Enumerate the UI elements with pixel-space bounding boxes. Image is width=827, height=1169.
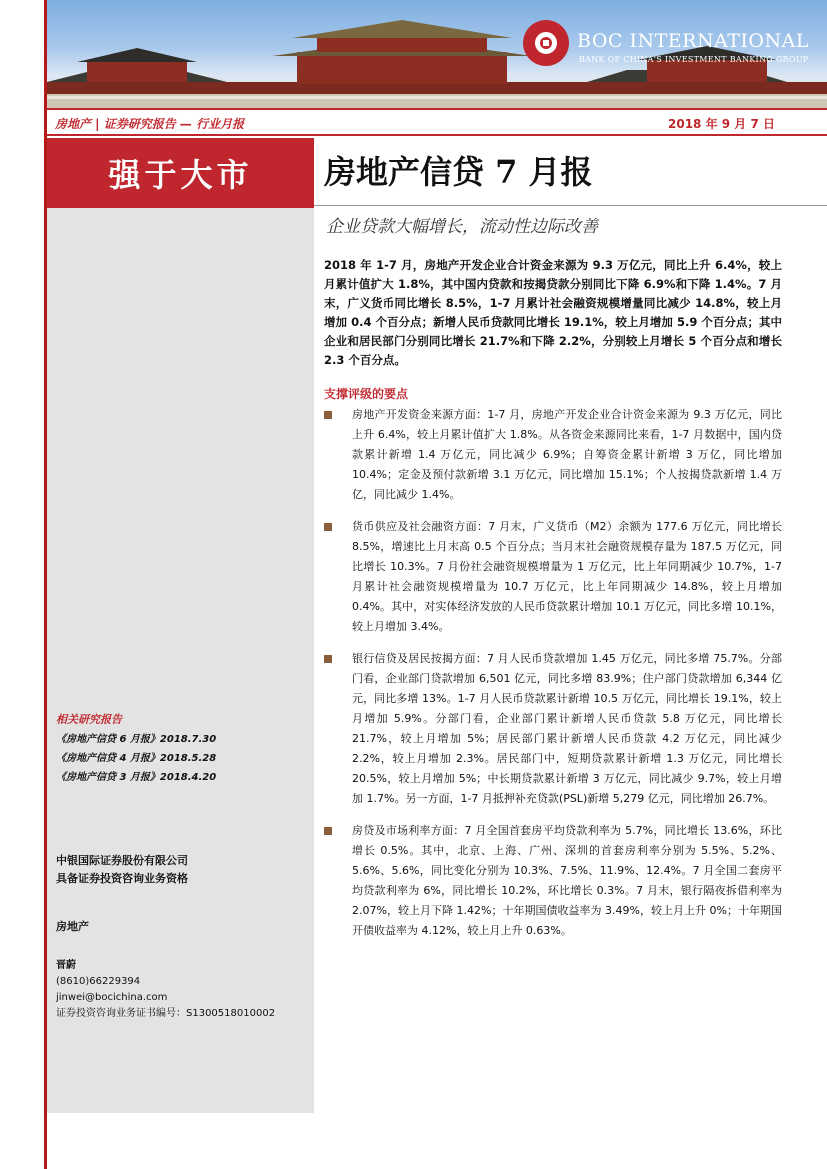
title-divider: [314, 205, 827, 206]
related-report-link[interactable]: 《房地产信贷 4 月报》2018.5.28: [56, 753, 217, 764]
company-qualification: 具备证券投资咨询业务资格: [56, 872, 188, 885]
bullet-text: 房贷及市场利率方面：7 月全国首套房平均贷款利率为 5.7%，同比增长 13.6%，环比增长 0.5%。其中，北京、上海、广州、深圳的首套房利率分别为 5.5%、5.2%、5.6%、5.6%，同比变化分别为 10.3%、7.5%、11.9%、12.4%。7 月全国二套房平均贷款利率为 6%，同比增长 10.2%，环比增长 0.3%。7 月末，银行隔夜拆借利率为 2.07%，较上月下降 1.42%；十年期国债收益率为 3.49%，较上月上升 0%；十年期国开债收益率为 4.12%，较上月上升 0.63%。: [352, 824, 782, 937]
palace-image: [47, 0, 827, 108]
header-banner: [47, 0, 827, 108]
related-report-link[interactable]: 《房地产信贷 3 月报》2018.4.20: [56, 772, 217, 783]
company-name: 中银国际证券股份有限公司: [56, 854, 188, 867]
page-title: 房地产信贷 7 月报: [324, 153, 593, 191]
bullet-text: 房地产开发资金来源方面：1-7 月，房地产开发企业合计资金来源为 9.3 万亿元，同比上升 6.4%，较上月累计值扩大 1.8%。从各资金来源同比来看，1-7 月数据中，国内贷款累计新增 1.4 万亿元，同比减少 6.9%；自筹资金累计新增 3 万亿，同比增加 10.4%；定金及预付款新增 3.1 万亿元，同比增加 15.1%；个人按揭贷款新增 1.4 万亿，同比减少 1.4%。: [352, 408, 782, 501]
related-report-link[interactable]: 《房地产信贷 6 月报》2018.7.30: [56, 734, 217, 745]
bullet-text: 货币供应及社会融资方面：7 月末，广义货币（M2）余额为 177.6 万亿元，同比增长 8.5%，增速比上月末高 0.5 个百分点；当月末社会融资规模存量为 187.5 万亿元，同比增长 10.3%。7 月份社会融资规模增量为 1 万亿元，比上年同期减少 10.7%，1-7 月累计社会融资规模增量为 10.7 万亿元，比上年同期减少 14.8%，较上月增加 0.4%。其中，对实体经济发放的人民币贷款累计增加 10.1 万亿元，同比多增 10.1%，较上月增加 3.4%。: [352, 520, 782, 633]
analyst-license: 证券投资咨询业务证书编号：S1300518010002: [56, 1008, 276, 1019]
support-bullet-list: [324, 405, 782, 953]
square-bullet-icon: [324, 523, 332, 531]
boc-logo-icon: [523, 20, 569, 66]
sector-label: 房地产: [56, 920, 89, 933]
summary-paragraph: 2018 年 1-7 月，房地产开发企业合计资金来源为 9.3 万亿元，同比上升 6.4%，较上月累计值扩大 1.8%，其中国内贷款和按揭贷款分别同比下降 6.9%和下降 1.4%。7 月末，广义货币同比增长 8.5%，1-7 月累计社会融资规模增量同比减少 14.8%，较上月增加 0.4 个百分点；新增人民币贷款同比增长 19.1%，较上月增加 5.9 个百分点；其中企业和居民部门分别同比增长 21.7%和下降 2.2%，分别较上月增长 5 个百分点和增长 2.3 个百分点。: [324, 258, 782, 367]
analyst-name: 晋蔚: [56, 960, 76, 971]
rating-label: 强于大市: [108, 156, 253, 194]
logo-subtitle: BANK OF CHINA'S INVESTMENT BANKING GROUP: [579, 55, 809, 64]
report-category-bar: [47, 108, 827, 136]
breadcrumb: 房地产 | 证券研究报告 — 行业月报: [55, 117, 245, 131]
analyst-info: [56, 958, 275, 1022]
square-bullet-icon: [324, 655, 332, 663]
page-subtitle: 企业贷款大幅增长，流动性边际改善: [326, 217, 598, 237]
analyst-email[interactable]: jinwei@bocichina.com: [56, 992, 168, 1003]
report-date: 2018 年 9 月 7 日: [668, 117, 775, 131]
square-bullet-icon: [324, 827, 332, 835]
list-item: [324, 517, 782, 637]
related-reports-list: [56, 730, 216, 787]
analyst-phone: (8610)66229394: [56, 976, 141, 987]
rating-badge: [47, 138, 314, 208]
related-reports-heading: 相关研究报告: [56, 713, 122, 726]
company-info: [56, 852, 188, 888]
list-item: [324, 649, 782, 809]
list-item: [324, 405, 782, 505]
support-heading: 支撑评级的要点: [324, 387, 409, 401]
logo-title: BOC INTERNATIONAL: [577, 30, 809, 52]
bullet-text: 银行信贷及居民按揭方面：7 月人民币贷款增加 1.45 万亿元，同比多增 75.7%。分部门看，企业部门贷款增加 6,501 亿元，同比多增 83.9%；住户部门贷款增加 6,344 亿元，同比多增 13%。1-7 月人民币贷款累计新增 10.5 万亿元，同比增长 19.1%，较上月增加 5.9%。分部门看，企业部门累计新增人民币贷款 5.8 万亿元，同比增长 21.7%，较上月增加 5%；居民部门累计新增人民币贷款 4.2 万亿元，同比减少 2.2%，较上月增加 2.3%。居民部门中，短期贷款累计新增 1.3 万亿元，同比增长 20.5%，较上月增加 5%；中长期贷款累计新增 3 万亿元，同比减少 9.7%，较上月增加 1.7%。另一方面，1-7 月抵押补充贷款(PSL)新增 5,279 亿元，同比增加 26.7%。: [352, 652, 782, 805]
square-bullet-icon: [324, 411, 332, 419]
list-item: [324, 821, 782, 941]
